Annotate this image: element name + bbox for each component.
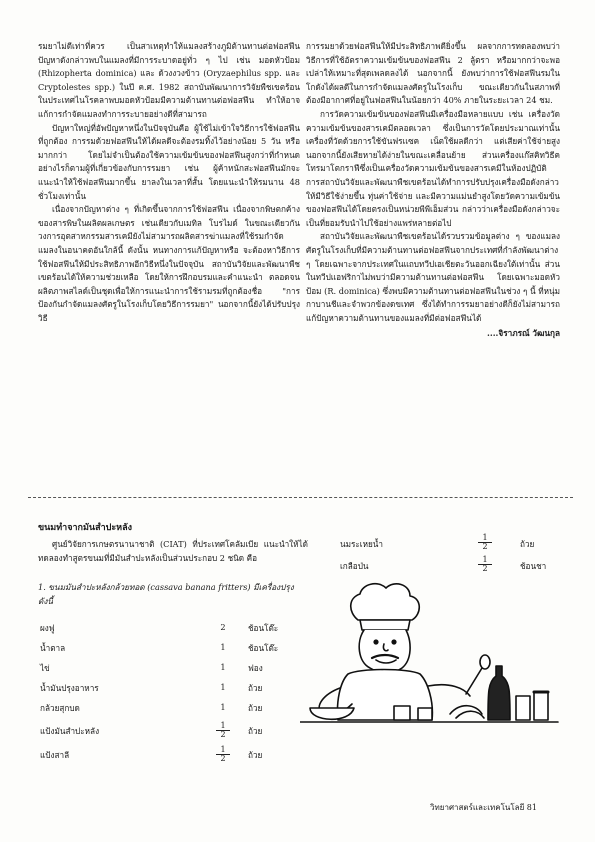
ingredient-qty: 1 [220,702,226,712]
ingredient-row [340,534,570,554]
ingredient-qty: 2 [220,622,226,632]
ingredient-unit: ถ้วย [520,539,535,549]
fraction-numerator: 1 [478,556,492,565]
fraction-denominator: 2 [482,542,488,551]
fraction-denominator: 2 [220,730,226,739]
ingredient-unit: ถ้วย [248,750,263,760]
ingredient-qty: 1 [220,642,226,652]
ingredient-row [340,556,570,576]
ingredient-qty-fraction [478,534,492,551]
ingredient-row [40,746,310,766]
ingredient-name: แป้งมันสำปะหลัง [40,726,100,736]
recipe-subtitle: 1. ขนมมันสำปะหลังกล้วยทอด (cassava banana fritters) มีเครื่องปรุง ดังนี้ [38,582,294,606]
ingredient-unit: ฟอง [248,663,263,673]
ingredient-qty: 1 [220,682,226,692]
fraction-denominator: 2 [482,564,488,573]
ingredient-qty: 1 [220,662,226,672]
article-paragraph: การรมยาด้วยฟอสฟีนให้มีประสิทธิภาพดียิ่งขึ้น ผลจากการทดลองพบว่าวิธีการที่ใช้อัตราความเข้มข้นของฟอสฟีน 2 ลู้ตรา หรือมากกว่าจะพอเปล่าให้เหมาะที่สุดเพลดลงได้ นอกจากนี้ ยังพบว่าการใช้ฟอสฟีนรมในโกดังได้ผลดีในการกำจัดแมลงศัตรูในโรงเก็บ ขณะเดียวกันในสภาพที่ต้องมีอากาศที่อยู่ในฟอสฟีนในน้อยกว่า 40% ภายในระยะเวลา 24 ชม. [306,41,560,106]
ingredient-qty-fraction [478,556,492,573]
article-right-column [306,40,560,341]
fraction-denominator: 2 [220,754,226,763]
section-divider [28,497,573,498]
recipe-title: ขนมทำจากมันสำปะหลัง [38,523,133,533]
article-left-column [38,40,300,325]
page-footer: วิทยาศาสตร์และเทคโนโลยี 81 [430,803,537,812]
ingredient-name: ผงฟู [40,623,55,633]
ingredient-row [40,702,310,716]
ingredient-unit: ถ้วย [248,726,263,736]
ingredient-unit: ช้อนชา [520,561,547,571]
ingredient-row [40,722,310,742]
author-byline: ....จิราภรณ์ วัฒนกุล [487,328,560,339]
ingredient-row [40,642,310,656]
article-paragraph: รมยาไม่ดีเท่าที่ควร เป็นสาเหตุทำให้แมลงสร้างภูมิต้านทานต่อฟอสฟีน ปัญหาดังกล่าวพบในแมลงที่มีการระบาดอยู่ทั่ว ๆ ไป เช่น มอดหัวป้อม (Rhizopherta dominica) และ ด้วงงวงข้าว (Oryzaephilus spp. และ Cryptolestes spp.) ในปี ค.ศ. 1982 สถาบันพัฒนาการวิจัยพืชเขตร้อนในประเทศไนโรคลาพบมอดหัวป้อมมีความต้านทานต่อฟอสฟีน ทำให้อาจแก้การกำจัดแมลงทำการระบายอย่างดีที่สามารถ [38,41,300,119]
chef-cartoon-illustration [300,582,560,732]
ingredient-unit: ช้อนโต๊ะ [248,643,279,653]
ingredient-qty-fraction [216,746,230,763]
ingredient-name: เกลือป่น [340,561,369,571]
ingredient-name: น้ำมันปรุงอาหาร [40,683,99,693]
ingredient-list-left [40,622,310,772]
ingredient-unit: ถ้วย [248,683,263,693]
ingredient-name: ไข่ [40,663,50,673]
ingredient-name: กล้วยสุกบด [40,703,80,713]
ingredient-qty-fraction [216,722,230,739]
fraction-numerator: 1 [216,722,230,731]
article-paragraph: สถาบันวิจัยและพัฒนาพืชเขตร้อนได้รวบรวมข้อมูลต่าง ๆ ของแมลงศัตรูในโรงเก็บที่มีความต้านทานต่อฟอสฟีนจากประเทศที่กำลังพัฒนาต่าง ๆ โดยเฉพาะจากประเทศในแถบทวีปเอเชียตะวันออกเฉียงใต้เท่านั้น ส่วนในทวีปแอฟริกาไม่พบว่ามีความต้านทานต่อฟอสฟีน โดยเฉพาะมอดหัวป้อม (R. dominica) ซึ่งพบมีความต้านทานต่อฟอสฟีนในช่วง ๆ นี้ ที่หนุ่มกาบานชีและจำพวกข้องดขเทศ ซึ่งได้ทำการรมยาอย่างดีก็ยังไม่สามารถแก้ปัญหาความต้านทานของแมลงที่มีต่อฟอสฟีนได้ [306,231,560,323]
fraction-numerator: 1 [216,746,230,755]
fraction-numerator: 1 [478,534,492,543]
ingredient-unit: ช้อนโต๊ะ [248,623,279,633]
ingredient-name: น้ำตาล [40,643,66,653]
recipe-intro-text: ศูนย์วิจัยการเกษตรนานาชาติ (CIAT) ที่ประเทศโคลัมเบีย แนะนำให้ได้ทดลองทำสูตรขนมที่มีมันสำปะหลังเป็นส่วนประกอบ 2 ชนิด คือ [38,539,308,563]
ingredient-row [40,682,310,696]
ingredient-name: นมระเหยน้ำ [340,539,383,549]
ingredient-unit: ถ้วย [248,703,263,713]
article-paragraph: ปัญหาใหญ่ที่อัพปัญหาหนึ่งในปัจจุบันคือ ผู้ใช้ไม่เข้าใจวิธีการใช้ฟอสฟีนที่ถูกต้อง การรมด้วยฟอสฟีนให้ได้ผลดีจะต้องรมทิ้งไว้อย่างน้อย 5 วัน หรือมากกว่า โดยไม่จำเป็นต้องใช้ความเข้มข้นของฟอสฟีนสูงกว่าที่กำหนด อย่างไรก็ตามผู้ที่เกี่ยวข้องกับการรมยา เช่น ผู้ค้าหนักสะฟอสฟีนมักจะแนะนำให้ใช้ฟอสฟีนมากขึ้น ยาลงในเวลาที่สั้น โดยแนะนำให้รมนาน 48 ชั่วโมงเท่านั้น [38,122,300,201]
ingredient-row [40,622,310,636]
ingredient-name: แป้งสาลี [40,750,70,760]
ingredient-row [40,662,310,676]
ingredient-list-right [340,534,570,574]
recipe-intro [38,538,308,565]
article-paragraph: เนื่องจากปัญหาต่าง ๆ ที่เกิดขึ้นจากการใช้ฟอสฟีน เนื่องจากพิษตกค้างของสารพิษในผลิตผลเกษตร เช่นเดียวกับเมทิล โบรไมด์ ในขณะเดียวกันวงการอุตสาหกรรมสารเคมียังไม่สามารถผลิตสารฆ่าแมลงที่ใช้รมกำจัดแมลงในอนาคตอันใกล้นี้ ดังนั้น หนทางการแก้ปัญหาหรือ จะต้องหาวิธีการใช้ฟอสฟีนให้มีประสิทธิภาพอีกวิธีหนึ่งในปัจจุบัน สถาบันวิจัยและพัฒนาพืชเขตร้อนได้ให้ความช่วยเหลือ โดยให้การฝึกอบรมและคำแนะนำ ตลอดจนผลิตภาพสไลด์เป็นชุดเพื่อให้การแนะนำการใช้รามรมที่ถูกต้องชื่อ "การป้องกันกำจัดแมลงศัตรูในโรงเก็บโดยวิธีการรมยา" นอกจากนี้ยังได้ปรับปรุงวิธี [38,204,300,323]
article-paragraph: การวัดความเข้มข้นของฟอสฟีนมีเครื่องมือหลายแบบ เช่น เครื่องวัดความเข้มข้นของสารเคมีตลอดเวลา ซึ่งเป็นการวัดโดยประมาณเท่านั้น เครื่องที่วัดด้วยการใช้ขันฟรเเซค เน็ตใช้ผลดีกว่า แต่เสียค่าใช้จ่ายสูง นอกจากนี้ยังเสียหายได้ง่ายในขณะเคลื่อนย้าย ส่วนเครื่องแก๊สคิทวิธีคโทรมาโตกราฟีซึ่งเป็นเครื่องวัดความเข้มข้นของสารเคมีในห้องปฏิบัติการสถาบันวิจัยและพัฒนาพืชเขตร้อนได้ทำการปรับปรุงเครื่องมือดังกล่าวให้มีวิธีใช้ง่ายขึ้น ทุ่นค่าใช้จ่าย และมีความแม่นยำสูงโดยวัดความเข้มข้นของฟอสฟีนได้โดยตรงเป็นหน่วยพีพีเอ็มส่วน กล่าวว่าเครื่องมือดังกล่าวจะเป็นที่ยอมรับนำไปใช้อย่างแพร่หลายต่อไป [306,108,560,228]
